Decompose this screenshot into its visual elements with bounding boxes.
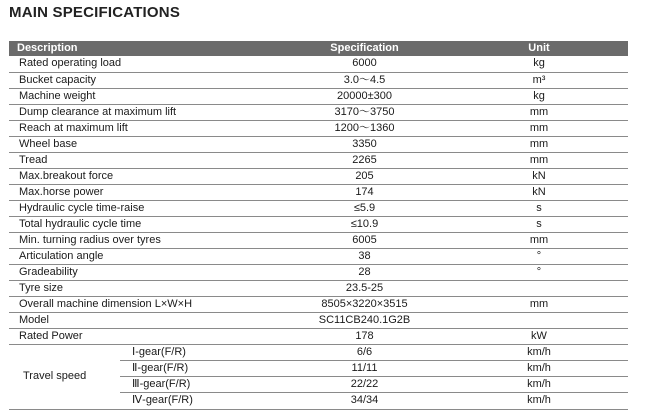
row-unit: mm [450, 120, 628, 136]
table-row [9, 248, 628, 264]
travel-speed-unit: km/h [450, 344, 628, 360]
travel-speed-unit: km/h [450, 360, 628, 376]
row-unit: s [450, 216, 628, 232]
row-specification: 6005 [279, 232, 450, 248]
row-description: Max.horse power [9, 184, 279, 200]
row-description: Tyre size [9, 280, 279, 296]
row-unit: kN [450, 184, 628, 200]
row-specification: 174 [279, 184, 450, 200]
row-unit: mm [450, 232, 628, 248]
travel-speed-unit: km/h [450, 393, 628, 409]
row-unit [450, 280, 628, 296]
table-row [9, 280, 628, 296]
row-description: Model [9, 312, 279, 328]
table-row [9, 232, 628, 248]
row-specification: 2265 [279, 152, 450, 168]
row-specification: 3170～3750 [279, 104, 450, 120]
row-specification: 20000±300 [279, 88, 450, 104]
travel-speed-row [9, 344, 628, 360]
row-unit: ° [450, 264, 628, 280]
travel-speed-specification: 22/22 [279, 377, 450, 393]
gear-label: Ⅰ-gear(F/R) [120, 345, 279, 361]
table-row [9, 120, 628, 136]
table-row [9, 104, 628, 120]
travel-speed-specification: 34/34 [279, 393, 450, 409]
row-unit: mm [450, 104, 628, 120]
row-description: Bucket capacity [9, 72, 279, 88]
column-header-specification: Specification [279, 41, 450, 56]
travel-speed-description-cell [9, 344, 279, 409]
row-unit: mm [450, 296, 628, 312]
row-specification: 28 [279, 264, 450, 280]
row-unit: kN [450, 168, 628, 184]
row-specification: 6000 [279, 56, 450, 72]
row-unit: s [450, 200, 628, 216]
row-specification: 23.5-25 [279, 280, 450, 296]
row-specification: 178 [279, 328, 450, 344]
row-description: Gradeability [9, 264, 279, 280]
travel-speed-specification: 11/11 [279, 360, 450, 376]
row-specification: 1200～1360 [279, 120, 450, 136]
table-row [9, 136, 628, 152]
page-title: MAIN SPECIFICATIONS [9, 4, 181, 21]
row-description: Reach at maximum lift [9, 120, 279, 136]
row-unit: mm [450, 136, 628, 152]
row-specification: SC11CB240.1G2B [279, 312, 450, 328]
row-unit: ° [450, 248, 628, 264]
travel-speed-specification: 6/6 [279, 344, 450, 360]
table-header-row [9, 41, 628, 56]
row-description: Hydraulic cycle time-raise [9, 200, 279, 216]
row-specification: ≤5.9 [279, 200, 450, 216]
table-row [9, 152, 628, 168]
row-description: Rated operating load [9, 56, 279, 72]
row-description: Wheel base [9, 136, 279, 152]
row-description: Rated Power [9, 328, 279, 344]
row-specification: 205 [279, 168, 450, 184]
row-specification: 3350 [279, 136, 450, 152]
row-specification: 38 [279, 248, 450, 264]
row-unit: mm [450, 152, 628, 168]
table-row [9, 72, 628, 88]
table-row [9, 216, 628, 232]
table-row [9, 168, 628, 184]
table-row [9, 184, 628, 200]
row-description: Dump clearance at maximum lift [9, 104, 279, 120]
gear-label: Ⅱ-gear(F/R) [120, 361, 279, 377]
gear-label: Ⅲ-gear(F/R) [120, 377, 279, 393]
table-row [9, 264, 628, 280]
row-description: Max.breakout force [9, 168, 279, 184]
table-body [9, 56, 628, 409]
row-description: Machine weight [9, 88, 279, 104]
travel-speed-unit: km/h [450, 377, 628, 393]
table-row [9, 56, 628, 72]
row-unit [450, 312, 628, 328]
row-description: Tread [9, 152, 279, 168]
row-unit: m³ [450, 72, 628, 88]
row-unit: kg [450, 56, 628, 72]
row-unit: kg [450, 88, 628, 104]
row-description: Overall machine dimension L×W×H [9, 296, 279, 312]
table-row [9, 328, 628, 344]
row-description: Total hydraulic cycle time [9, 216, 279, 232]
row-specification: 3.0～4.5 [279, 72, 450, 88]
row-unit: kW [450, 328, 628, 344]
row-specification: ≤10.9 [279, 216, 450, 232]
gear-label: Ⅳ-gear(F/R) [132, 393, 193, 406]
row-specification: 8505×3220×3515 [279, 296, 450, 312]
travel-speed-label: Travel speed [23, 370, 87, 382]
specifications-table [9, 41, 628, 410]
column-header-unit: Unit [450, 41, 628, 56]
row-description: Articulation angle [9, 248, 279, 264]
table-row [9, 312, 628, 328]
table-row [9, 200, 628, 216]
row-description: Min. turning radius over tyres [9, 232, 279, 248]
table-row [9, 296, 628, 312]
table-row [9, 88, 628, 104]
gear-list [120, 345, 279, 409]
column-header-description: Description [9, 41, 279, 56]
